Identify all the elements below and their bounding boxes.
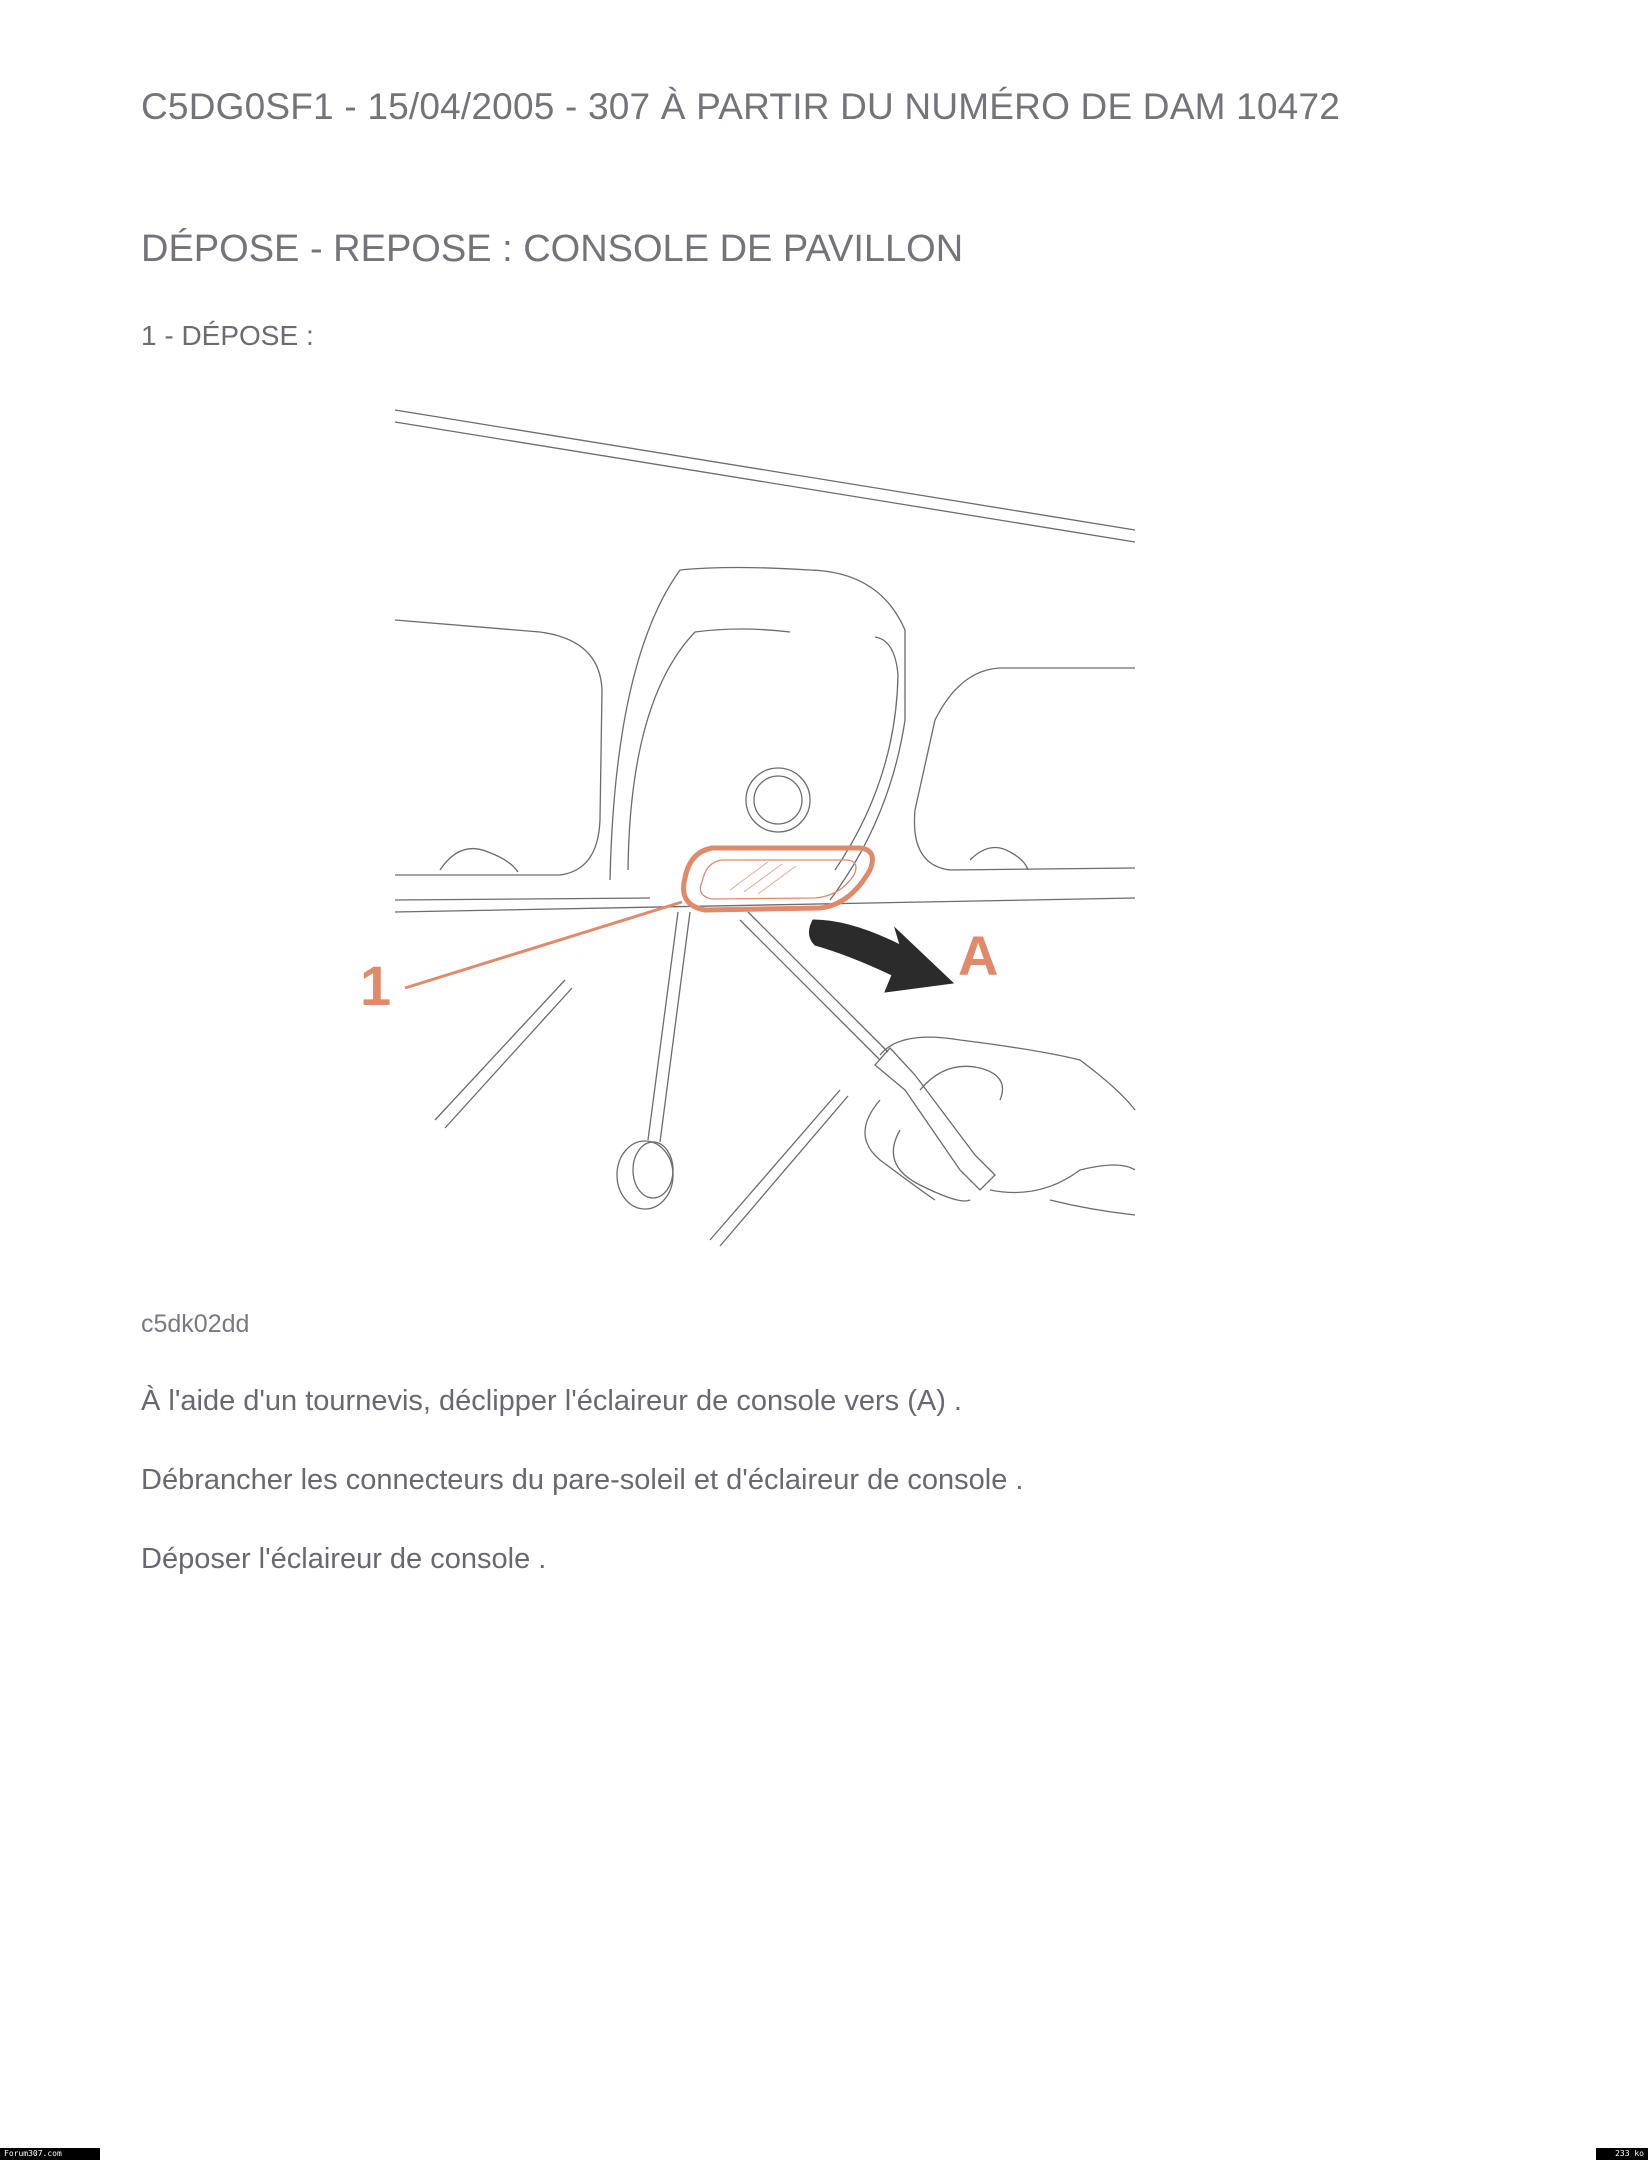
callout-a-label: A bbox=[958, 924, 999, 987]
procedure-title: DÉPOSE - REPOSE : CONSOLE DE PAVILLON bbox=[141, 228, 964, 270]
instruction-3: Déposer l'éclaireur de console . bbox=[141, 1543, 547, 1575]
document-reference: C5DG0SF1 - 15/04/2005 - 307 À PARTIR DU NUMÉRO DE DAM 10472 bbox=[141, 86, 1340, 127]
instruction-1: À l'aide d'un tournevis, déclipper l'éclaireur de console vers (A) . bbox=[141, 1385, 962, 1417]
instruction-2: Débrancher les connecteurs du pare-soleil et d'éclaireur de console . bbox=[141, 1464, 1024, 1496]
callout-1-label: 1 bbox=[360, 954, 392, 1017]
roof-console-diagram bbox=[360, 400, 1160, 1260]
footer-source: Forum307.com bbox=[0, 2148, 100, 2160]
figure-caption: c5dk02dd bbox=[141, 1310, 250, 1338]
step-heading: 1 - DÉPOSE : bbox=[141, 320, 314, 351]
footer-size: 233 ko bbox=[1596, 2148, 1648, 2160]
